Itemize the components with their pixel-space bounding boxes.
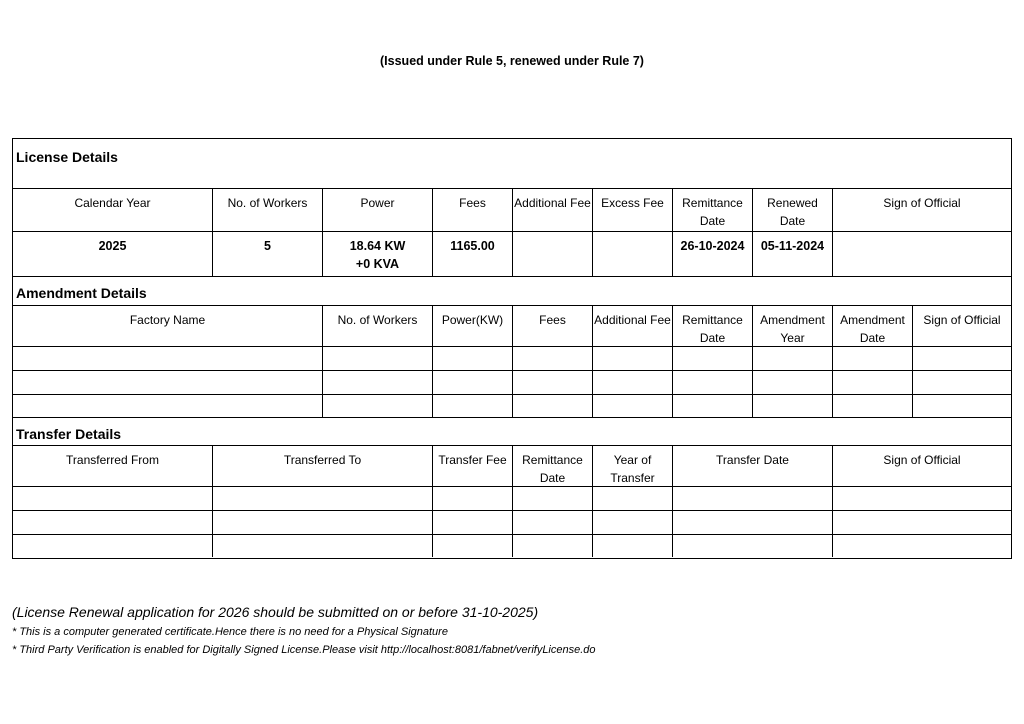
empty-cell: [13, 535, 213, 557]
empty-cell: [323, 395, 433, 417]
empty-cell: [833, 487, 1011, 510]
license-calendar-year: 2025: [13, 232, 213, 276]
empty-cell: [13, 487, 213, 510]
empty-cell: [593, 487, 673, 510]
empty-cell: [513, 487, 593, 510]
transfer-header-year: Year of Transfer: [593, 446, 673, 486]
empty-cell: [13, 347, 323, 370]
transfer-empty-row: [13, 487, 1011, 511]
license-fees: 1165.00: [433, 232, 513, 276]
license-table: [12, 138, 1012, 559]
amendment-header-sign-official: Sign of Official: [923, 313, 1001, 327]
empty-cell: [673, 511, 833, 534]
empty-cell: [213, 487, 433, 510]
empty-cell: [213, 535, 433, 557]
transfer-section-title: Transfer Details: [13, 418, 1011, 446]
empty-cell: [513, 511, 593, 534]
empty-cell: [673, 395, 753, 417]
empty-cell: [213, 511, 433, 534]
empty-cell: [13, 371, 323, 394]
license-header-fees: Fees: [433, 189, 513, 231]
empty-cell: [753, 395, 833, 417]
empty-cell: [593, 395, 673, 417]
license-header-excess-fee: Excess Fee: [593, 189, 673, 231]
license-header-row: [13, 189, 1011, 232]
license-additional-fee: [513, 232, 593, 276]
transfer-header-fee: Transfer Fee: [433, 446, 513, 486]
empty-cell: [753, 347, 833, 370]
certificate-notes: [12, 604, 596, 662]
empty-cell: [13, 511, 213, 534]
empty-cell: [513, 347, 593, 370]
empty-cell: [593, 535, 673, 557]
empty-cell: [593, 371, 673, 394]
license-header-sign-official: Sign of Official: [883, 196, 961, 210]
transfer-header-from: Transferred From: [13, 446, 213, 486]
empty-cell: [913, 371, 1011, 394]
license-sign-official: [833, 232, 1011, 276]
license-power: 18.64 KW +0 KVA: [323, 232, 433, 276]
license-header-power: Power: [323, 189, 433, 231]
license-workers: 5: [213, 232, 323, 276]
license-header-remittance-date: Remittance Date: [673, 189, 753, 231]
empty-cell: [833, 535, 1011, 557]
empty-cell: [833, 347, 913, 370]
empty-cell: [913, 347, 1011, 370]
empty-cell: [433, 347, 513, 370]
license-header-calendar-year: Calendar Year: [13, 189, 213, 231]
empty-cell: [593, 347, 673, 370]
amendment-header-amendment-year: Amendment Year: [753, 306, 833, 346]
empty-cell: [673, 347, 753, 370]
transfer-header-date: Transfer Date: [673, 446, 833, 486]
amendment-header-power: Power(KW): [433, 306, 513, 346]
computer-generated-note: * This is a computer generated certificate.Hence there is no need for a Physical Signature: [12, 626, 448, 638]
amendment-header-additional-fee: Additional Fee: [593, 306, 673, 346]
license-remittance-date: 26-10-2024: [673, 232, 753, 276]
empty-cell: [13, 395, 323, 417]
certificate-subtitle: (Issued under Rule 5, renewed under Rule 7): [380, 54, 644, 68]
license-renewed-date: 05-11-2024: [753, 232, 833, 276]
empty-cell: [753, 371, 833, 394]
amendment-empty-row: [13, 395, 1011, 418]
empty-cell: [833, 511, 1011, 534]
empty-cell: [323, 371, 433, 394]
empty-cell: [833, 395, 913, 417]
empty-cell: [913, 395, 1011, 417]
license-header-workers: No. of Workers: [213, 189, 323, 231]
amendment-header-workers: No. of Workers: [323, 306, 433, 346]
empty-cell: [673, 487, 833, 510]
amendment-header-row: [13, 306, 1011, 347]
transfer-header-sign-official: Sign of Official: [883, 453, 961, 467]
transfer-empty-row: [13, 535, 1011, 557]
amendment-empty-row: [13, 371, 1011, 395]
empty-cell: [513, 535, 593, 557]
amendment-section-title: Amendment Details: [13, 277, 1011, 306]
transfer-header-remittance-date: Remittance Date: [513, 446, 593, 486]
license-header-additional-fee: Additional Fee: [513, 189, 593, 231]
verification-note: * Third Party Verification is enabled for Digitally Signed License.Please visit http://localhost:8081/fabnet/verifyLicense.do: [12, 644, 596, 656]
license-excess-fee: [593, 232, 673, 276]
empty-cell: [673, 371, 753, 394]
license-section-title: License Details: [13, 139, 1011, 189]
empty-cell: [433, 511, 513, 534]
empty-cell: [323, 347, 433, 370]
empty-cell: [513, 395, 593, 417]
empty-cell: [433, 535, 513, 557]
amendment-header-remittance-date: Remittance Date: [673, 306, 753, 346]
empty-cell: [433, 395, 513, 417]
transfer-header-to: Transferred To: [213, 446, 433, 486]
amendment-header-factory-name: Factory Name: [13, 306, 323, 346]
transfer-empty-row: [13, 511, 1011, 535]
renewal-note: (License Renewal application for 2026 should be submitted on or before 31-10-2025): [12, 604, 539, 620]
transfer-header-row: [13, 446, 1011, 487]
empty-cell: [433, 487, 513, 510]
empty-cell: [833, 371, 913, 394]
license-header-renewed-date: Renewed Date: [753, 189, 833, 231]
empty-cell: [673, 535, 833, 557]
amendment-header-fees: Fees: [513, 306, 593, 346]
amendment-header-amendment-date: Amendment Date: [833, 306, 913, 346]
empty-cell: [513, 371, 593, 394]
empty-cell: [433, 371, 513, 394]
amendment-empty-row: [13, 347, 1011, 371]
empty-cell: [593, 511, 673, 534]
license-data-row: [13, 232, 1011, 277]
